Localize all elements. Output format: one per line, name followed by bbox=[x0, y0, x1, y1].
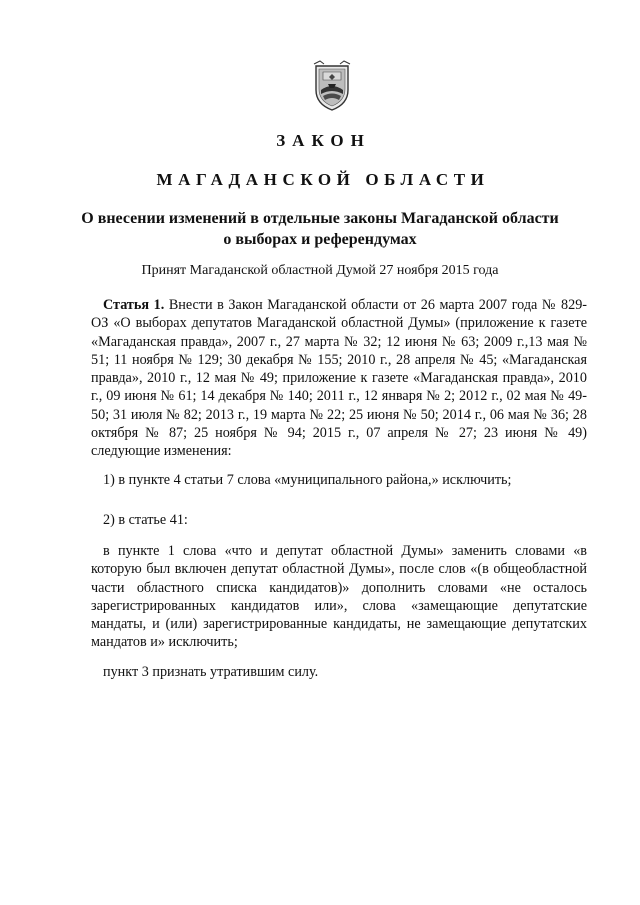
region-title: МАГАДАНСКОЙ ОБЛАСТИ bbox=[156, 170, 490, 189]
article-1-item-2: 2) в статье 41: bbox=[103, 512, 188, 528]
magadan-coat-of-arms-icon bbox=[312, 60, 352, 112]
article-1-item-2-paragraph-2: пункт 3 признать утратившим силу. bbox=[103, 664, 319, 680]
article-1-paragraph bbox=[91, 296, 587, 461]
adoption-note: Принят Магаданской областной Думой 27 ноября 2015 года bbox=[141, 263, 499, 278]
article-1-item-1: 1) в пункте 4 статьи 7 слова «муниципального района,» исключить; bbox=[103, 472, 512, 488]
article-1-text: Внести в Закон Магаданской области от 26 марта 2007 года № 829-ОЗ «О выборах депутатов Магаданской областной Думы» (приложение к газете «Магаданская правда», 2007 г., 27 марта № 32; 12 июня № 63; 2009 г.,13 мая № 51; 11 ноября № 129; 30 декабря № 155; 2010 г., 28 апреля № 45; «Магаданская правда», 2010 г., 12 мая № 49; приложение к газете «Магаданская правда», 2010 г., 09 июня № 61; 14 декабря № 140; 2011 г., 12 января № 2; 2012 г., 02 мая № 49-50; 31 июля № 82; 2013 г., 19 марта № 22; 25 июня № 50; 2014 г., 06 мая № 36; 28 октября № 87; 25 ноября № 94; 2015 г., 07 апреля № 27; 23 июня № 49) следующие изменения: bbox=[91, 297, 588, 460]
article-1-label: Статья 1. bbox=[103, 297, 165, 313]
law-title: ЗАКОН bbox=[276, 131, 371, 150]
article-1-item-2-paragraph-1: в пункте 1 слова «что и депутат областной Думы» заменить словами «в которую был включен депутат областной Думы», после слов «(в общеобластной части областного списка кандидатов)» дополнить словами «не осталось зарегистрированных кандидатов или», слова «замещающие депутатские мандаты, и (или) зарегистрированные кандидаты, не замещающие депутатских мандатов и» исключить; bbox=[91, 543, 587, 651]
law-subject-line-1: О внесении изменений в отдельные законы Магаданской области bbox=[81, 210, 559, 227]
law-subject bbox=[60, 208, 580, 250]
law-subject-line-2: о выборах и референдумах bbox=[223, 231, 417, 248]
